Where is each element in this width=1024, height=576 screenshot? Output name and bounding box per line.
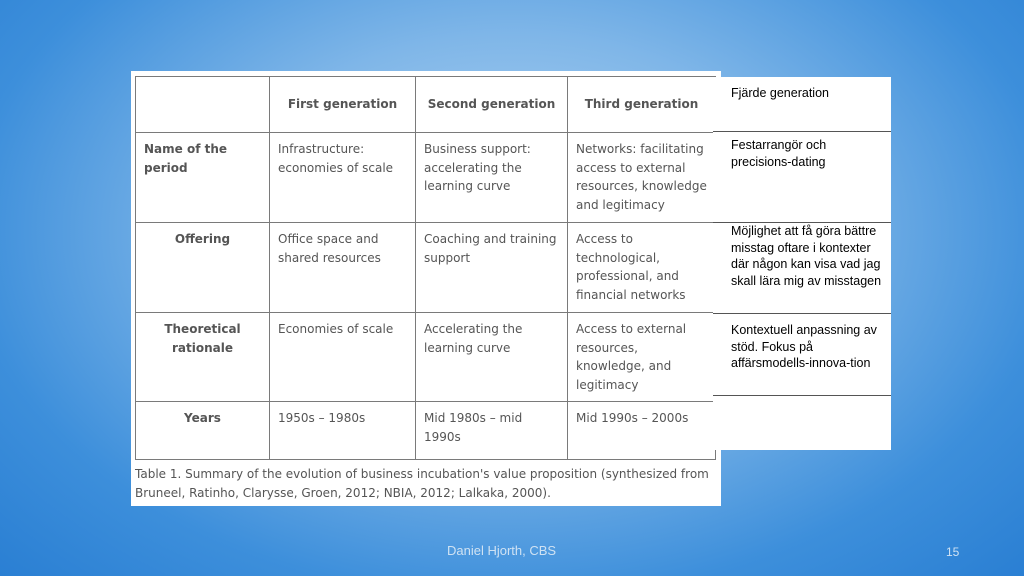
table-cell: Access to external resources, knowledge, and legitimacy — [568, 313, 716, 402]
fourth-generation-header: Fjärde generation — [713, 77, 891, 132]
table-row — [136, 133, 716, 223]
row-label-offering: Offering — [136, 223, 270, 313]
row-label-name-of-period: Name of the period — [136, 133, 270, 223]
table-cell: Networks: facilitating access to external resources, knowledge and legitimacy — [568, 133, 716, 223]
table-cell: Office space and shared resources — [270, 223, 416, 313]
table-caption: Table 1. Summary of the evolution of business incubation's value proposition (synthesized from Bruneel, Ratinho, Clarysse, Groen, 2012; NBIA, 2012; Lalkaka, 2000). — [135, 467, 709, 500]
table-header-empty — [136, 77, 270, 133]
table-image — [131, 71, 721, 506]
table-header-third-generation: Third generation — [568, 77, 716, 133]
table-cell: Infrastructure: economies of scale — [270, 133, 416, 223]
table-row — [136, 223, 716, 313]
fourth-generation-cell: Festarrangör och precisions-dating — [713, 132, 891, 223]
table-cell: Access to technological, professional, and financial networks — [568, 223, 716, 313]
fourth-generation-cell: Kontextuell anpassning av stöd. Fokus på affärsmodells-innova-tion — [713, 314, 891, 396]
table-header-row — [136, 77, 716, 133]
table-cell: 1950s – 1980s — [270, 402, 416, 460]
table-cell: Accelerating the learning curve — [416, 313, 568, 402]
fourth-generation-cell: Möjlighet att få göra bättre misstag oftare i kontexter där någon kan visa vad jag skall lära mig av misstagen — [713, 223, 891, 314]
row-label-theoretical-rationale: Theoretical rationale — [136, 313, 270, 402]
row-label-years: Years — [136, 402, 270, 460]
table-header-first-generation: First generation — [270, 77, 416, 133]
footer-author: Daniel Hjorth, CBS — [447, 543, 557, 558]
table-cell: Mid 1980s – mid 1990s — [416, 402, 568, 460]
fourth-generation-column — [713, 77, 891, 450]
table-cell: Mid 1990s – 2000s — [568, 402, 716, 460]
table-cell: Business support: accelerating the learning curve — [416, 133, 568, 223]
table-header-second-generation: Second generation — [416, 77, 568, 133]
table-cell: Coaching and training support — [416, 223, 568, 313]
page-number: 15 — [946, 545, 960, 559]
table-row — [136, 313, 716, 402]
table-cell: Economies of scale — [270, 313, 416, 402]
table-row — [136, 402, 716, 460]
summary-table — [135, 76, 716, 460]
